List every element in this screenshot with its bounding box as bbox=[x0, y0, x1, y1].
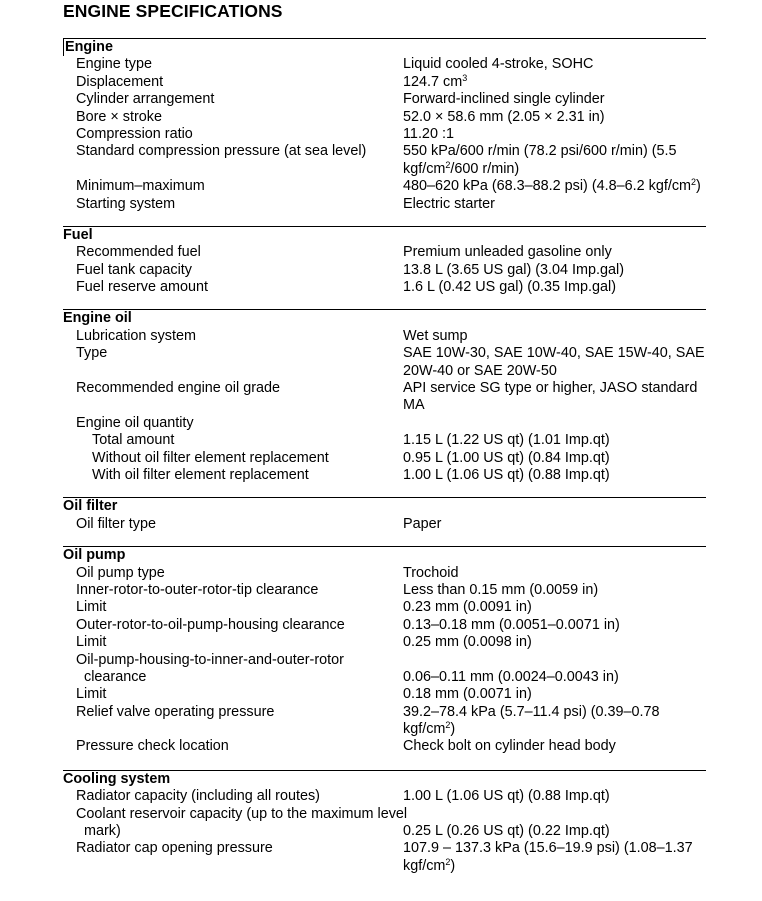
page-title: ENGINE SPECIFICATIONS bbox=[63, 1, 283, 21]
spec-value-line: 550 kPa/600 r/min (78.2 psi/600 r/min) (5.5 bbox=[403, 143, 677, 160]
spec-label bbox=[63, 196, 403, 213]
spec-label bbox=[63, 262, 403, 279]
spec-value-line: 11.20 :1 bbox=[403, 125, 454, 142]
spec-label bbox=[63, 91, 403, 108]
spec-label bbox=[63, 74, 403, 91]
spec-label bbox=[63, 126, 403, 143]
spec-value-line: 1.15 L (1.22 US qt) (1.01 Imp.qt) bbox=[403, 432, 610, 449]
spec-label-line: Radiator cap opening pressure bbox=[76, 840, 273, 857]
spec-label bbox=[63, 582, 403, 599]
section-title: Fuel bbox=[63, 226, 93, 243]
spec-value-line: 1.00 L (1.06 US qt) (0.88 Imp.qt) bbox=[403, 466, 610, 483]
spec-row bbox=[63, 599, 706, 616]
spec-value bbox=[403, 599, 706, 616]
spec-row bbox=[63, 840, 706, 875]
spec-value bbox=[403, 328, 706, 345]
spec-value bbox=[403, 704, 706, 739]
section-title: Oil filter bbox=[63, 498, 118, 515]
spec-value-line: Forward-inclined single cylinder bbox=[403, 91, 605, 108]
spec-value bbox=[403, 516, 706, 533]
spec-value bbox=[403, 806, 706, 841]
spec-label-line: mark) bbox=[76, 823, 121, 840]
spec-row bbox=[63, 380, 706, 415]
spec-label-line bbox=[76, 363, 403, 380]
spec-value-line: 107.9 – 137.3 kPa (15.6–19.9 psi) (1.08–1.37 bbox=[403, 840, 693, 857]
spec-label bbox=[63, 652, 403, 687]
spec-row bbox=[63, 143, 706, 178]
spec-label bbox=[63, 788, 403, 805]
spec-value-line: Less than 0.15 mm (0.0059 in) bbox=[403, 581, 599, 598]
spec-value-line: 1.00 L (1.06 US qt) (0.88 Imp.qt) bbox=[403, 788, 610, 805]
spec-value-line: 0.18 mm (0.0071 in) bbox=[403, 686, 532, 703]
spec-label bbox=[63, 345, 403, 380]
spec-row bbox=[63, 582, 706, 599]
spec-label bbox=[63, 143, 403, 178]
spec-value bbox=[403, 279, 706, 296]
spec-value-line: 0.25 mm (0.0098 in) bbox=[403, 634, 532, 651]
spec-label bbox=[63, 467, 403, 484]
spec-row bbox=[63, 91, 706, 108]
section-title: Engine oil bbox=[63, 310, 132, 327]
spec-value-line: 13.8 L (3.65 US gal) (3.04 Imp.gal) bbox=[403, 261, 625, 278]
spec-label-line: Fuel reserve amount bbox=[76, 279, 208, 296]
spec-value-line: 0.06–0.11 mm (0.0024–0.0043 in) bbox=[403, 668, 619, 685]
section-cooling-system bbox=[63, 770, 706, 875]
spec-label bbox=[63, 738, 403, 755]
spec-value bbox=[403, 178, 706, 195]
spec-row bbox=[63, 415, 706, 432]
spec-value-line: Check bolt on cylinder head body bbox=[403, 738, 616, 755]
spec-label-line: Inner-rotor-to-outer-rotor-tip clearance bbox=[76, 581, 319, 598]
spec-label-line: Oil filter type bbox=[76, 515, 156, 532]
spec-value bbox=[403, 788, 706, 805]
spec-label-line bbox=[76, 161, 403, 178]
spec-label-line: Oil pump type bbox=[76, 564, 165, 581]
spec-label-line: Bore × stroke bbox=[76, 108, 162, 125]
spec-label-line: clearance bbox=[76, 668, 147, 685]
spec-label-line: Limit bbox=[76, 686, 107, 703]
spec-label-line: Compression ratio bbox=[76, 125, 193, 142]
spec-label-line: Displacement bbox=[76, 73, 164, 90]
spec-label-line: Recommended fuel bbox=[76, 244, 201, 261]
spec-label-line: Without oil filter element replacement bbox=[92, 449, 329, 466]
spec-label-line: Engine oil quantity bbox=[76, 414, 194, 431]
spec-row bbox=[63, 432, 706, 449]
spec-row bbox=[63, 279, 706, 296]
spec-value bbox=[403, 109, 706, 126]
spec-row bbox=[63, 450, 706, 467]
spec-value bbox=[403, 840, 706, 875]
superscript: 2 bbox=[691, 177, 697, 188]
spec-value-line: Wet sump bbox=[403, 327, 468, 344]
spec-sections bbox=[63, 38, 706, 875]
spec-value-line: Paper bbox=[403, 515, 442, 532]
spec-row bbox=[63, 56, 706, 73]
spec-value bbox=[403, 634, 706, 651]
spec-label-line: Cylinder arrangement bbox=[76, 91, 215, 108]
spec-value-line: Electric starter bbox=[403, 195, 495, 212]
spec-value bbox=[403, 617, 706, 634]
spec-label bbox=[63, 805, 408, 841]
spec-label bbox=[63, 516, 403, 533]
spec-value-line: kgf/$cm^2$) bbox=[403, 720, 456, 738]
spec-value bbox=[403, 74, 706, 91]
spec-value-line: 39.2–78.4 kPa (5.7–11.4 psi) (0.39–0.78 bbox=[403, 703, 660, 720]
spec-label bbox=[63, 686, 403, 703]
spec-value-line: API service SG type or higher, JASO standard bbox=[403, 380, 698, 397]
spec-row bbox=[63, 704, 706, 739]
superscript: 2 bbox=[445, 720, 451, 731]
spec-label-line: Lubrication system bbox=[76, 327, 196, 344]
spec-row bbox=[63, 109, 706, 126]
spec-value-line: 124.7 $cm^3$ bbox=[403, 72, 468, 90]
spec-value bbox=[403, 415, 706, 432]
spec-label bbox=[63, 279, 403, 296]
spec-label-line bbox=[76, 397, 403, 414]
spec-value bbox=[403, 196, 706, 213]
spec-value-line: 480–620 kPa (68.3–88.2 psi) (4.8–6.2 kgf/$cm^2$) bbox=[403, 177, 701, 195]
spec-label-line: Coolant reservoir capacity (up to the maximum level bbox=[76, 805, 408, 822]
spec-value-line: 0.13–0.18 mm (0.0051–0.0071 in) bbox=[403, 616, 620, 633]
spec-row bbox=[63, 617, 706, 634]
spec-label-line bbox=[76, 858, 403, 875]
spec-label-line: Starting system bbox=[76, 195, 176, 212]
spec-value bbox=[403, 126, 706, 143]
spec-label-line: Fuel tank capacity bbox=[76, 261, 192, 278]
spec-row bbox=[63, 467, 706, 484]
spec-row bbox=[63, 196, 706, 213]
spec-label bbox=[63, 415, 403, 432]
spec-label bbox=[63, 634, 403, 651]
spec-label-line: Limit bbox=[76, 634, 107, 651]
spec-label-line bbox=[76, 721, 403, 738]
superscript: 2 bbox=[445, 856, 451, 867]
spec-row bbox=[63, 516, 706, 533]
spec-row bbox=[63, 126, 706, 143]
spec-value-line bbox=[403, 415, 706, 432]
spec-row bbox=[63, 565, 706, 582]
spec-label-line: Outer-rotor-to-oil-pump-housing clearance bbox=[76, 616, 345, 633]
section-title: Oil pump bbox=[63, 547, 126, 564]
spec-value bbox=[403, 565, 706, 582]
spec-value-line: 0.23 mm (0.0091 in) bbox=[403, 599, 532, 616]
spec-label bbox=[63, 565, 403, 582]
spec-label bbox=[63, 704, 403, 739]
spec-value bbox=[403, 244, 706, 261]
spec-label bbox=[63, 178, 403, 195]
spec-row bbox=[63, 634, 706, 651]
spec-label-line: With oil filter element replacement bbox=[92, 466, 309, 483]
section-title: Cooling system bbox=[63, 770, 171, 787]
spec-label bbox=[63, 380, 403, 415]
spec-value-line bbox=[403, 806, 706, 823]
spec-row bbox=[63, 74, 706, 91]
spec-value-line: kgf/$cm^2/600$ r/min) bbox=[403, 159, 520, 177]
spec-value-line bbox=[403, 652, 706, 669]
spec-value-line: Trochoid bbox=[403, 564, 459, 581]
superscript: 3 bbox=[462, 72, 468, 83]
spec-label-line: Recommended engine oil grade bbox=[76, 380, 280, 397]
section-oil-pump bbox=[63, 546, 706, 756]
spec-value bbox=[403, 143, 706, 178]
spec-label bbox=[63, 432, 403, 449]
spec-value bbox=[403, 450, 706, 467]
spec-value-line: Premium unleaded gasoline only bbox=[403, 244, 612, 261]
spec-value bbox=[403, 467, 706, 484]
spec-value bbox=[403, 652, 706, 687]
spec-label bbox=[63, 840, 403, 875]
spec-row bbox=[63, 244, 706, 261]
spec-label bbox=[63, 244, 403, 261]
spec-label bbox=[63, 450, 403, 467]
spec-label bbox=[63, 328, 403, 345]
section-engine-oil bbox=[63, 309, 706, 484]
section-fuel bbox=[63, 226, 706, 297]
spec-value-line: 1.6 L (0.42 US gal) (0.35 Imp.gal) bbox=[403, 279, 617, 296]
spec-label bbox=[63, 617, 403, 634]
spec-row bbox=[63, 738, 706, 755]
spec-value bbox=[403, 262, 706, 279]
spec-row bbox=[63, 788, 706, 805]
spec-value-line: 52.0 × 58.6 mm (2.05 × 2.31 in) bbox=[403, 108, 605, 125]
spec-label-line: Minimum–maximum bbox=[76, 178, 205, 195]
spec-label-line: Oil-pump-housing-to-inner-and-outer-rotor bbox=[76, 651, 344, 668]
spec-value bbox=[403, 91, 706, 108]
superscript: 2 bbox=[445, 159, 451, 170]
spec-value-line: 20W-40 or SAE 20W-50 bbox=[403, 362, 557, 379]
spec-label bbox=[63, 56, 403, 73]
spec-value bbox=[403, 738, 706, 755]
spec-value-line: kgf/$cm^2$) bbox=[403, 856, 456, 874]
spec-value bbox=[403, 56, 706, 73]
spec-label-line: Type bbox=[76, 345, 108, 362]
spec-row bbox=[63, 686, 706, 703]
spec-value bbox=[403, 686, 706, 703]
spec-value-line: 0.25 L (0.26 US qt) (0.22 Imp.qt) bbox=[403, 823, 610, 840]
spec-row bbox=[63, 652, 706, 687]
section-oil-filter bbox=[63, 497, 706, 533]
section-engine bbox=[63, 38, 706, 213]
spec-value-line: Liquid cooled 4-stroke, SOHC bbox=[403, 56, 594, 73]
spec-value-line: MA bbox=[403, 397, 425, 414]
spec-row bbox=[63, 328, 706, 345]
spec-label bbox=[63, 599, 403, 616]
spec-value bbox=[403, 345, 706, 380]
spec-label-line: Standard compression pressure (at sea level) bbox=[76, 143, 367, 160]
spec-label-line: Engine type bbox=[76, 56, 153, 73]
spec-value-line: SAE 10W-30, SAE 10W-40, SAE 15W-40, SAE bbox=[403, 345, 705, 362]
spec-label bbox=[63, 109, 403, 126]
spec-label-line: Radiator capacity (including all routes) bbox=[76, 788, 320, 805]
spec-label-line: Limit bbox=[76, 599, 107, 616]
spec-label-line: Relief valve operating pressure bbox=[76, 703, 275, 720]
spec-row bbox=[63, 262, 706, 279]
spec-label-line: Pressure check location bbox=[76, 738, 229, 755]
spec-row bbox=[63, 178, 706, 195]
spec-value bbox=[403, 380, 706, 415]
spec-row bbox=[63, 806, 706, 841]
spec-value-line: 0.95 L (1.00 US qt) (0.84 Imp.qt) bbox=[403, 449, 610, 466]
spec-value bbox=[403, 582, 706, 599]
spec-label-line: Total amount bbox=[92, 432, 175, 449]
section-title: Engine bbox=[63, 39, 706, 56]
spec-value bbox=[403, 432, 706, 449]
spec-row bbox=[63, 345, 706, 380]
